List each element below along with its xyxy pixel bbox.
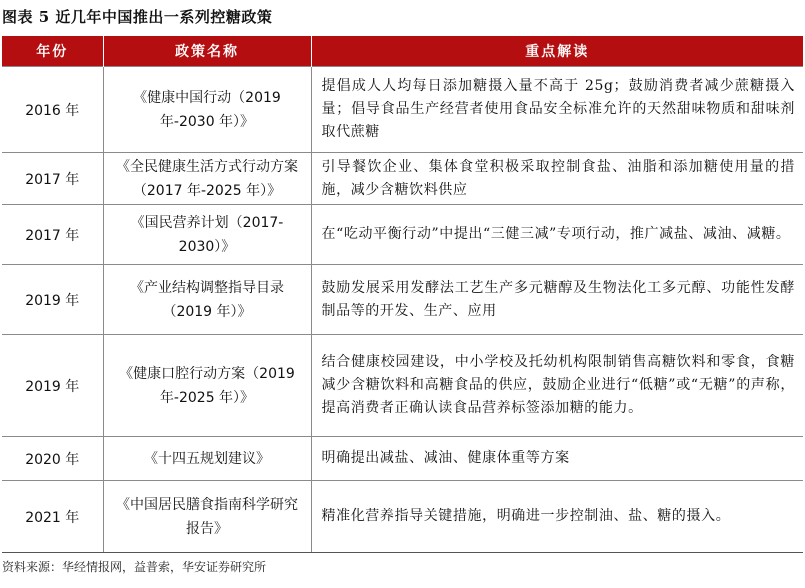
row-policy-name: 《中国居民膳食指南科学研究报告》	[103, 481, 311, 553]
figure-title: 图表 5 近几年中国推出一系列控糖政策	[2, 8, 273, 26]
row-policy-name: 《健康中国行动（2019 年-2030 年）》	[103, 67, 311, 153]
row-year: 2016 年	[2, 67, 103, 153]
table-row	[2, 153, 803, 205]
row-year: 2021 年	[2, 481, 103, 553]
table-row	[2, 335, 803, 437]
policy-table	[2, 36, 803, 553]
row-key-points: 提倡成人人均每日添加糖摄入量不高于 25g；鼓励消费者减少蔗糖摄入量；倡导食品生产经营者使用食品安全标准允许的天然甜味物质和甜味剂取代蔗糖	[311, 67, 803, 153]
table-row	[2, 265, 803, 335]
row-year: 2019 年	[2, 335, 103, 437]
table-row	[2, 481, 803, 553]
row-policy-name: 《健康口腔行动方案（2019 年-2025 年）》	[103, 335, 311, 437]
policy-table-wrapper	[2, 36, 803, 553]
header-key-points: 重点解读	[311, 36, 803, 67]
row-policy-name: 《国民营养计划（2017-2030）》	[103, 205, 311, 265]
row-year: 2017 年	[2, 205, 103, 265]
row-key-points: 鼓励发展采用发酵法工艺生产多元糖醇及生物法化工多元醇、功能性发酵制品等的开发、生产、应用	[311, 265, 803, 335]
row-policy-name: 《十四五规划建议》	[103, 437, 311, 481]
table-header-row	[2, 36, 803, 67]
table-row	[2, 67, 803, 153]
source-note: 资料来源：华经情报网，益普索，华安证券研究所	[2, 560, 267, 574]
row-year: 2017 年	[2, 153, 103, 205]
table-row	[2, 205, 803, 265]
row-policy-name: 《全民健康生活方式行动方案（2017 年-2025 年）》	[103, 153, 311, 205]
row-key-points: 精准化营养指导关键措施，明确进一步控制油、盐、糖的摄入。	[311, 481, 803, 553]
row-year: 2020 年	[2, 437, 103, 481]
row-policy-name: 《产业结构调整指导目录（2019 年）》	[103, 265, 311, 335]
header-policy-name: 政策名称	[103, 36, 311, 67]
header-year: 年份	[2, 36, 103, 67]
row-key-points: 引导餐饮企业、集体食堂积极采取控制食盐、油脂和添加糖使用量的措施，减少含糖饮料供应	[311, 153, 803, 205]
row-key-points: 结合健康校园建设，中小学校及托幼机构限制销售高糖饮料和零食，食糖减少含糖饮料和高糖食品的供应，鼓励企业进行“低糖”或“无糖”的声称，提高消费者正确认读食品营养标签添加糖的能力。	[311, 335, 803, 437]
row-year: 2019 年	[2, 265, 103, 335]
row-key-points: 明确提出减盐、减油、健康体重等方案	[311, 437, 803, 481]
table-row	[2, 437, 803, 481]
row-key-points: 在“吃动平衡行动”中提出“三健三减”专项行动，推广减盐、减油、减糖。	[311, 205, 803, 265]
